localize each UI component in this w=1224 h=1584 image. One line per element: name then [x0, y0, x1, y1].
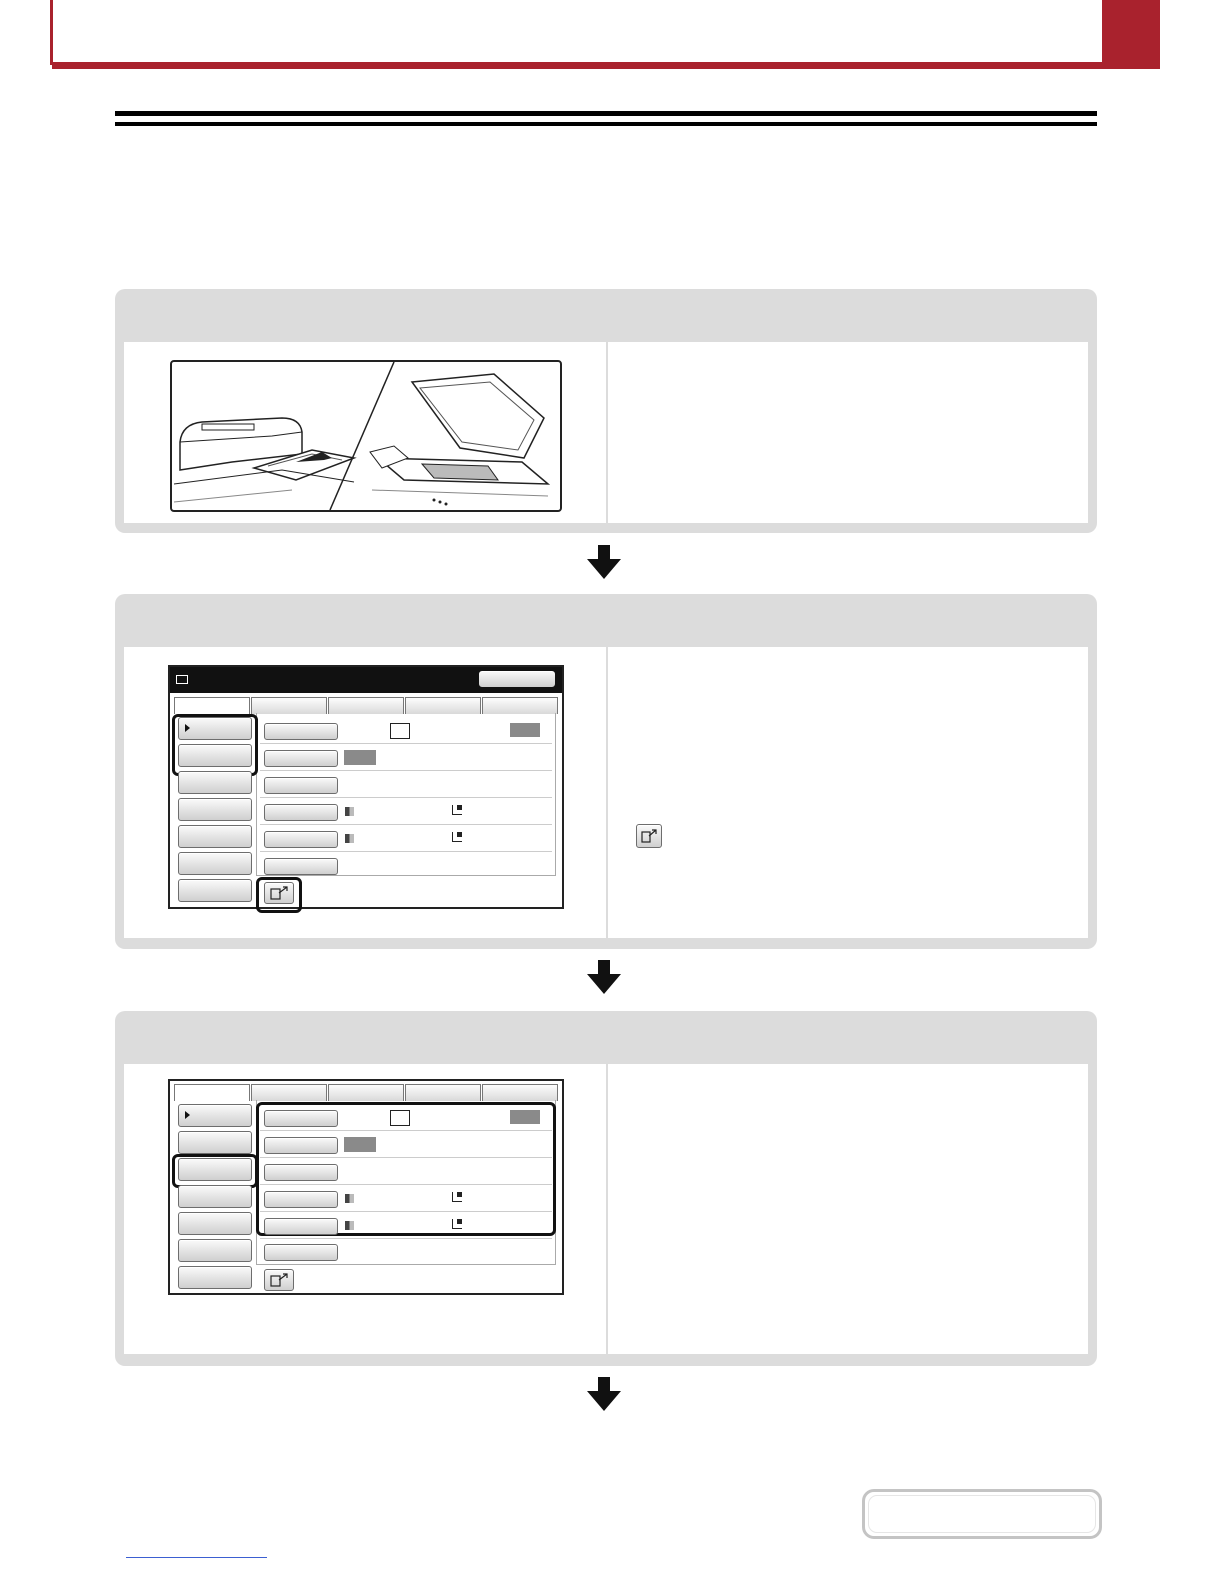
color-mode-icon [345, 1221, 354, 1230]
chapter-tab [1102, 0, 1160, 68]
setting-button-5[interactable] [264, 831, 338, 848]
tab-1[interactable] [174, 697, 250, 714]
setting-button-4[interactable] [264, 804, 338, 821]
step-panel-2 [115, 594, 1097, 949]
send-settings-button[interactable] [264, 882, 294, 904]
side-button-3[interactable] [178, 1158, 252, 1181]
step-panel-3 [115, 1011, 1097, 1366]
row-divider [260, 1130, 552, 1131]
row-divider [260, 851, 552, 852]
side-button-3[interactable] [178, 771, 252, 794]
step-1-body [124, 342, 1088, 523]
gray-chip-2 [344, 1137, 376, 1152]
back-button-inner [868, 1495, 1096, 1533]
setting-button-3[interactable] [264, 777, 338, 794]
tab-5[interactable] [482, 1084, 558, 1101]
setting-button-1[interactable] [264, 723, 338, 740]
color-mode-icon [452, 1192, 462, 1202]
step-1-divider [606, 342, 608, 523]
original-placement-illustration [170, 360, 562, 512]
tab-1[interactable] [174, 1084, 250, 1101]
send-settings-icon-inline [636, 824, 662, 848]
down-arrow-icon [587, 545, 621, 579]
tab-3[interactable] [328, 697, 404, 714]
tab-2[interactable] [251, 697, 327, 714]
down-arrow-icon [587, 1377, 621, 1411]
side-button-7[interactable] [178, 1266, 252, 1289]
setting-button-1[interactable] [264, 1110, 338, 1127]
play-triangle-icon [185, 1111, 190, 1119]
send-settings-button[interactable] [264, 1269, 294, 1291]
settings-highlight-button[interactable] [476, 668, 558, 690]
back-button[interactable] [862, 1489, 1102, 1539]
side-button-5[interactable] [178, 825, 252, 848]
step-3-divider [606, 1064, 608, 1354]
setting-button-6[interactable] [264, 858, 338, 875]
setting-button-3[interactable] [264, 1164, 338, 1181]
gray-chip-1 [510, 1110, 540, 1124]
gray-chip-2 [344, 750, 376, 765]
send-settings-icon [265, 1270, 293, 1290]
header-rule [52, 62, 1160, 69]
side-button-5[interactable] [178, 1212, 252, 1235]
side-button-4[interactable] [178, 1185, 252, 1208]
color-mode-icon [345, 1194, 354, 1203]
tab-5[interactable] [482, 697, 558, 714]
setting-button-2[interactable] [264, 1137, 338, 1154]
color-mode-icon [452, 1219, 462, 1229]
scanner-icon [172, 362, 560, 510]
side-button-2[interactable] [178, 1131, 252, 1154]
tab-4[interactable] [405, 1084, 481, 1101]
setting-button-5[interactable] [264, 1218, 338, 1235]
row-divider [260, 1211, 552, 1212]
setting-button-4[interactable] [264, 1191, 338, 1208]
tab-2[interactable] [251, 1084, 327, 1101]
side-button-4[interactable] [178, 798, 252, 821]
color-mode-icon [345, 834, 354, 843]
setting-button-6[interactable] [264, 1244, 338, 1261]
row-divider [260, 1157, 552, 1158]
touch-panel-screen [168, 665, 564, 909]
step-3-body [124, 1064, 1088, 1354]
row-divider [260, 824, 552, 825]
row-divider [260, 1184, 552, 1185]
footer-link[interactable] [126, 1557, 267, 1558]
side-button-2[interactable] [178, 744, 252, 767]
send-settings-icon [637, 825, 661, 847]
side-button-7[interactable] [178, 879, 252, 902]
touch-panel-screen [168, 1079, 564, 1295]
color-mode-icon [452, 832, 462, 842]
color-mode-icon [345, 807, 354, 816]
row-divider [260, 797, 552, 798]
color-mode-icon [452, 805, 462, 815]
page-size-icon [390, 1110, 410, 1126]
title-rule-top [115, 111, 1097, 116]
side-button-1[interactable] [178, 1104, 252, 1127]
side-button-1[interactable] [178, 717, 252, 740]
header-left-edge [50, 0, 53, 65]
side-button-6[interactable] [178, 852, 252, 875]
envelope-icon [176, 675, 188, 684]
play-triangle-icon [185, 724, 190, 732]
gray-chip-1 [510, 723, 540, 737]
step-2-body [124, 647, 1088, 938]
page-size-icon [390, 723, 410, 739]
down-arrow-icon [587, 960, 621, 994]
tab-4[interactable] [405, 697, 481, 714]
row-divider [260, 1238, 552, 1239]
step-panel-1 [115, 289, 1097, 533]
send-settings-icon [265, 883, 293, 903]
tab-3[interactable] [328, 1084, 404, 1101]
title-rule-bottom [115, 122, 1097, 126]
step-2-divider [606, 647, 608, 938]
row-divider [260, 770, 552, 771]
row-divider [260, 743, 552, 744]
setting-button-2[interactable] [264, 750, 338, 767]
side-button-6[interactable] [178, 1239, 252, 1262]
